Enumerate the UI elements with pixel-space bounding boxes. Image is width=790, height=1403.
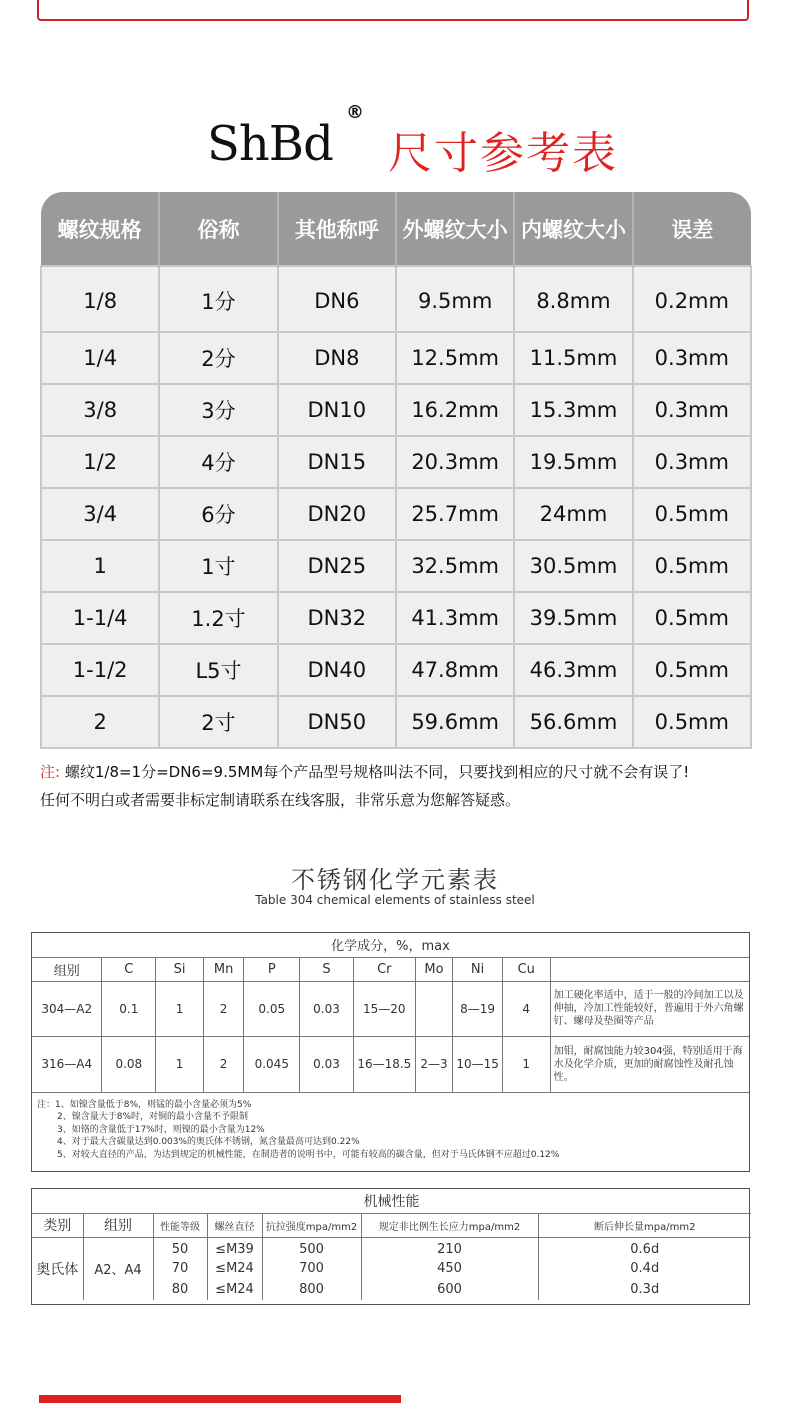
chemical-subtitle: Table 304 chemical elements of stainless steel: [255, 893, 535, 907]
chemical-cell: 0.03: [300, 1036, 354, 1092]
mechanical-table-box: [31, 1188, 750, 1305]
size-table-cell: 1/4: [41, 332, 159, 384]
size-table-cell: DN15: [278, 436, 396, 488]
mechanical-cell: 0.4d: [538, 1258, 751, 1279]
size-table-cell: 0.5mm: [633, 540, 751, 592]
size-table-cell: 0.5mm: [633, 592, 751, 644]
size-table-cell: DN10: [278, 384, 396, 436]
size-table-cell: 25.7mm: [396, 488, 514, 540]
size-table-cell: DN25: [278, 540, 396, 592]
mechanical-header-cell: 断后伸长量mpa/mm2: [538, 1213, 751, 1237]
size-table-cell: 1: [41, 540, 159, 592]
size-table-cell: 46.3mm: [514, 644, 632, 696]
size-table-cell: 3分: [159, 384, 277, 436]
mechanical-cell: ≤M39: [207, 1237, 262, 1258]
mechanical-cell: 450: [361, 1258, 538, 1279]
size-table-cell: 41.3mm: [396, 592, 514, 644]
chemical-description: 加钼，耐腐蚀能力较304强，特别适用于海水及化学介质，更加的耐腐蚀性及耐孔蚀性。: [550, 1036, 749, 1092]
chemical-header-cell: C: [102, 957, 156, 981]
size-table-cell: 0.5mm: [633, 696, 751, 748]
chemical-note-line: 2、镍含量大于8%时，对铜的最小含量不予限制: [57, 1112, 249, 1122]
size-table-cell: 0.5mm: [633, 644, 751, 696]
mechanical-header-cell: 抗拉强度mpa/mm2: [262, 1213, 361, 1237]
chemical-header-row: [32, 957, 749, 981]
chemical-row: [32, 981, 749, 1036]
header-common-name: 俗称: [159, 192, 277, 266]
size-table-cell: 16.2mm: [396, 384, 514, 436]
size-table-row: [41, 540, 751, 592]
mechanical-cell: 600: [361, 1279, 538, 1300]
chemical-cell: 10—15: [453, 1036, 503, 1092]
size-table-row: [41, 266, 751, 332]
chemical-header-cell: [550, 957, 749, 981]
size-table-cell: 32.5mm: [396, 540, 514, 592]
size-table-cell: 2寸: [159, 696, 277, 748]
mechanical-cell: ≤M24: [207, 1279, 262, 1300]
mechanical-cell: 800: [262, 1279, 361, 1300]
chemical-note-line: 4、对于最大含碳量达到0.003%的奥氏体不锈钢，氮含量最高可达到0.22%: [57, 1137, 360, 1147]
page-title: 尺寸参考表: [388, 128, 618, 179]
size-table-cell: 3/8: [41, 384, 159, 436]
chemical-header-cell: 组别: [32, 957, 102, 981]
size-table-header: [41, 192, 751, 266]
size-table-cell: DN50: [278, 696, 396, 748]
size-table-cell: 0.2mm: [633, 266, 751, 332]
chemical-header-cell: Cu: [502, 957, 550, 981]
chemical-cell: 2—3: [415, 1036, 453, 1092]
size-table-cell: 1寸: [159, 540, 277, 592]
size-table-row: [41, 384, 751, 436]
size-table-cell: DN20: [278, 488, 396, 540]
size-table-row: [41, 592, 751, 644]
size-table-cell: 9.5mm: [396, 266, 514, 332]
mechanical-row: [32, 1237, 751, 1258]
size-table-cell: 30.5mm: [514, 540, 632, 592]
chemical-note-line: 3、如铬的含量低于17%时，则镍的最小含量为12%: [57, 1124, 265, 1135]
chemical-cell: 1: [502, 1036, 550, 1092]
chemical-header-cell: Mn: [203, 957, 244, 981]
size-table-row: [41, 332, 751, 384]
mechanical-header-cell: 性能等级: [153, 1213, 207, 1237]
header-inner-thread: 内螺纹大小: [514, 192, 632, 266]
mechanical-cell: 50: [153, 1237, 207, 1258]
chemical-note-line: 注：1、如镍含量低于8%，则锰的最小含量必须为5%: [37, 1099, 252, 1110]
mechanical-cell: 70: [153, 1258, 207, 1279]
mechanical-header-cell: 螺丝直径: [207, 1213, 262, 1237]
size-table-cell: 12.5mm: [396, 332, 514, 384]
size-table-cell: 0.3mm: [633, 384, 751, 436]
chemical-header-cell: P: [244, 957, 300, 981]
mechanical-cell: 500: [262, 1237, 361, 1258]
chemical-cell: 0.05: [244, 981, 300, 1036]
size-table-row: [41, 644, 751, 696]
mechanical-category: 奥氏体: [32, 1237, 83, 1300]
size-table-cell: 0.5mm: [633, 488, 751, 540]
note-label: 注:: [40, 763, 61, 781]
size-table-cell: DN40: [278, 644, 396, 696]
chemical-cell: 0.045: [244, 1036, 300, 1092]
size-note: [40, 758, 770, 814]
mechanical-header-cell: 组别: [83, 1213, 153, 1237]
size-table-cell: 59.6mm: [396, 696, 514, 748]
size-table-cell: 1-1/2: [41, 644, 159, 696]
header-outer-thread: 外螺纹大小: [396, 192, 514, 266]
chemical-cell: 16—18.5: [353, 1036, 415, 1092]
chemical-cell: 0.1: [102, 981, 156, 1036]
mechanical-group: A2、A4: [83, 1237, 153, 1300]
chemical-title: 不锈钢化学元素表: [291, 866, 499, 894]
size-table-cell: 0.3mm: [633, 436, 751, 488]
size-table-cell: 3/4: [41, 488, 159, 540]
size-table-cell: 1分: [159, 266, 277, 332]
size-table-cell: 15.3mm: [514, 384, 632, 436]
size-table-cell: 1-1/4: [41, 592, 159, 644]
size-table-cell: 39.5mm: [514, 592, 632, 644]
mechanical-cell: 210: [361, 1237, 538, 1258]
size-table-cell: 0.3mm: [633, 332, 751, 384]
mechanical-cell: ≤M24: [207, 1258, 262, 1279]
page-header: [0, 100, 790, 180]
size-table-cell: 24mm: [514, 488, 632, 540]
brand-logo: ShBd: [207, 116, 333, 172]
size-table-row: [41, 696, 751, 748]
chemical-cell: 1: [156, 1036, 204, 1092]
registered-mark: ®: [346, 102, 364, 123]
size-table-cell: 47.8mm: [396, 644, 514, 696]
chemical-caption: 化学成分，%，max: [32, 933, 749, 957]
chemical-cell: [415, 981, 453, 1036]
header-other-name: 其他称呼: [278, 192, 396, 266]
size-table-row: [41, 436, 751, 488]
chemical-cell: 15—20: [353, 981, 415, 1036]
chemical-cell: 2: [203, 981, 244, 1036]
size-table-row: [41, 488, 751, 540]
size-table-cell: 2: [41, 696, 159, 748]
note-line-1: 螺纹1/8=1分=DN6=9.5MM每个产品型号规格叫法不同，只要找到相应的尺寸就不会有误了!: [64, 763, 690, 781]
mechanical-header-row: [32, 1213, 751, 1237]
size-table-cell: DN8: [278, 332, 396, 384]
size-table-cell: 1/2: [41, 436, 159, 488]
size-table-cell: 1/8: [41, 266, 159, 332]
chemical-note-line: 5、对较大直径的产品，为达到规定的机械性能，在制造者的说明书中，可能有较高的碳含量，但对于马氏体钢不应超过0.12%: [57, 1149, 560, 1160]
mechanical-caption: 机械性能: [32, 1189, 751, 1213]
mechanical-cell: 0.6d: [538, 1237, 751, 1258]
chemical-header-cell: Si: [156, 957, 204, 981]
size-reference-table: [40, 192, 752, 749]
mechanical-header-cell: 规定非比例生长应力mpa/mm2: [361, 1213, 538, 1237]
size-table-cell: 6分: [159, 488, 277, 540]
chemical-table: [32, 933, 749, 1093]
size-table-cell: 19.5mm: [514, 436, 632, 488]
chemical-header-cell: Cr: [353, 957, 415, 981]
chemical-header-cell: Mo: [415, 957, 453, 981]
chemical-cell: 316—A4: [32, 1036, 102, 1092]
size-table-cell: 56.6mm: [514, 696, 632, 748]
size-table-cell: DN32: [278, 592, 396, 644]
bottom-red-bar: [39, 1395, 401, 1403]
size-table-cell: 11.5mm: [514, 332, 632, 384]
size-table-cell: 8.8mm: [514, 266, 632, 332]
chemical-cell: 4: [502, 981, 550, 1036]
note-line-2: 任何不明白或者需要非标定制请联系在线客服，非常乐意为您解答疑惑。: [40, 791, 521, 809]
header-thread-spec: 螺纹规格: [41, 192, 159, 266]
chemical-row: [32, 1036, 749, 1092]
header-tolerance: 误差: [633, 192, 751, 266]
chemical-cell: 0.03: [300, 981, 354, 1036]
size-table-cell: 20.3mm: [396, 436, 514, 488]
size-table-cell: 4分: [159, 436, 277, 488]
chemical-cell: 304—A2: [32, 981, 102, 1036]
size-table-cell: L5寸: [159, 644, 277, 696]
mechanical-header-cell: 类别: [32, 1213, 83, 1237]
top-frame-decoration: [37, 0, 749, 21]
chemical-description: 加工硬化率适中，适于一般的冷间加工以及伸抽，冷加工性能较好，普遍用于外六角螺钉、螺母及垫圈等产品: [550, 981, 749, 1036]
chemical-header-cell: S: [300, 957, 354, 981]
size-table-cell: 2分: [159, 332, 277, 384]
mechanical-cell: 700: [262, 1258, 361, 1279]
chemical-cell: 1: [156, 981, 204, 1036]
chemical-cell: 2: [203, 1036, 244, 1092]
size-table-cell: 1.2寸: [159, 592, 277, 644]
mechanical-cell: 80: [153, 1279, 207, 1300]
mechanical-cell: 0.3d: [538, 1279, 751, 1300]
chemical-cell: 0.08: [102, 1036, 156, 1092]
chemical-notes: [32, 1093, 749, 1162]
chemical-header-cell: Ni: [453, 957, 503, 981]
chemical-table-box: [31, 932, 750, 1172]
size-table-cell: DN6: [278, 266, 396, 332]
chemical-cell: 8—19: [453, 981, 503, 1036]
mechanical-table: [32, 1189, 751, 1300]
